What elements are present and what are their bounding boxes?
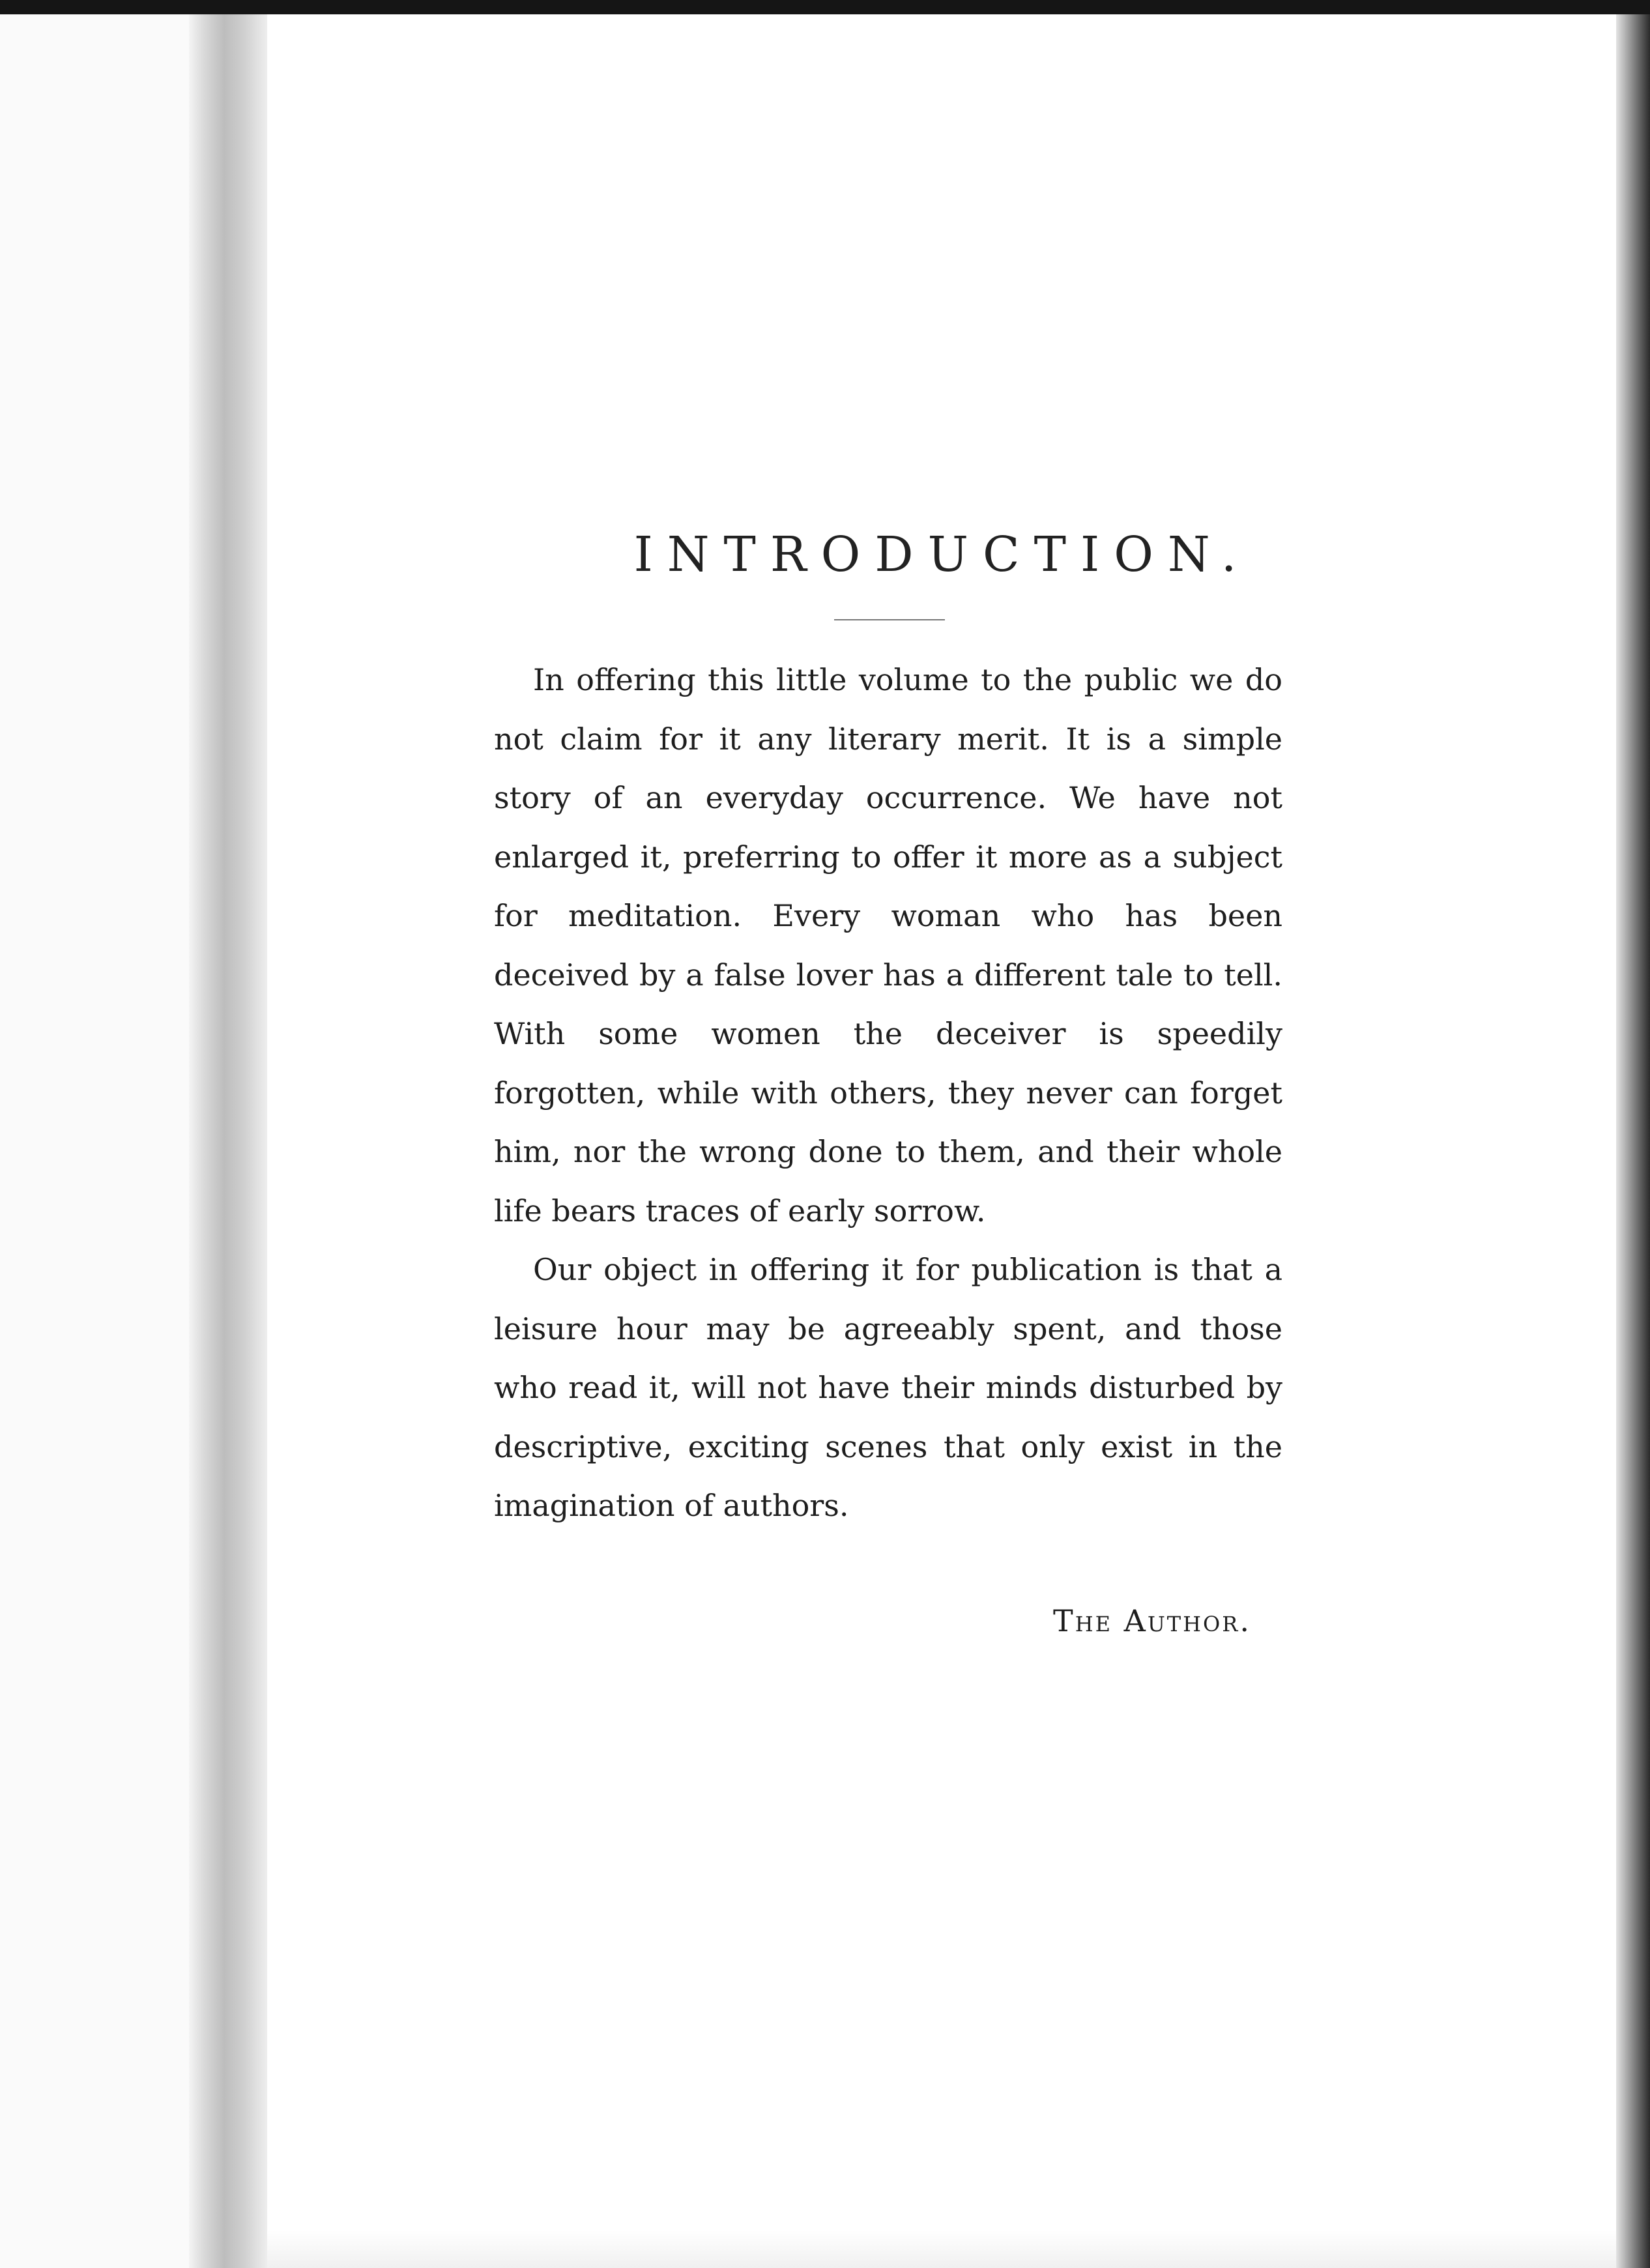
paragraph-2: Our object in offering it for publication is that a leisure hour may be agreeably spent, and those who read it, will not have their minds disturbed by descriptive, exciting scenes that only exist in the imagination of authors. [494,1252,1282,1523]
paragraph-1: In offering this little volume to the public we do not claim for it any literary merit. It is a simple story of an everyday occurrence. We have not enlarged it, preferring to offer it more as a subject for meditation. Every woman who has been deceived by a false lover has a different tale to tell. With some women the deceiver is speedily forgotten, while with others, they never can forget him, nor the wrong done to them, and their whole life bears traces of early sorrow. [494,662,1282,1228]
author-signature: The Author. [1053,1603,1251,1638]
title-divider [834,619,945,620]
page-title: INTRODUCTION. [633,527,1251,583]
scan-bottom-edge [267,2230,1616,2268]
scan-top-edge [0,0,1650,14]
left-page [0,14,189,2268]
introduction-body [494,650,1282,1535]
scan-right-edge [1616,14,1650,2268]
book-gutter [189,14,267,2268]
